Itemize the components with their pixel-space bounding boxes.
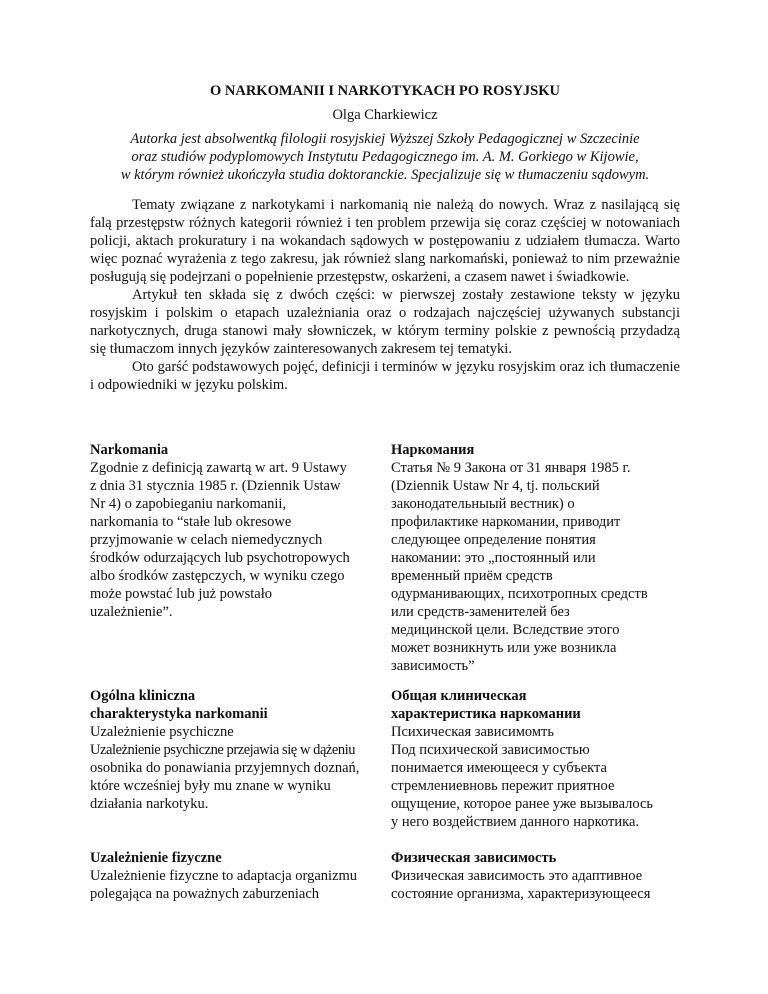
text-line: Физическая зависимость это адаптивное — [391, 868, 643, 884]
document-page — [90, 82, 680, 902]
text-line: или средств-заменителей без — [391, 604, 570, 620]
russian-column — [391, 849, 681, 903]
russian-column — [391, 687, 681, 831]
section-heading-ru: Наркомания — [391, 442, 475, 458]
text-line: временный приём средств — [391, 568, 553, 584]
text-line: Zgodnie z definicją zawartą w art. 9 Ustawy — [90, 460, 347, 476]
text-line: uzależnienie”. — [90, 604, 173, 620]
author-name: Olga Charkiewicz — [332, 107, 438, 123]
text-line: (Dziennik Ustaw Nr 4, tj. польский — [391, 478, 600, 494]
article-title: O NARKOMANII I NARKOTYKACH PO ROSYJSKU — [209, 83, 561, 99]
text-line: ощущение, которое ранее уже вызывалось — [391, 796, 654, 812]
section-heading-ru: Общая клиническая — [391, 688, 527, 704]
text-line: albo środków zastępczych, w wyniku czego — [90, 568, 345, 584]
section-heading-pl: Ogólna kliniczna — [90, 688, 196, 704]
text-line: które wcześniej były mu znane w wyniku — [90, 778, 331, 794]
text-line: Uzależnienie psychiczne przejawia się w dążeniu — [90, 742, 356, 758]
intro-paragraph: Artykuł ten składa się z dwóch części: w pierwszej zostały zestawione teksty w języku rosyjskim i polskim o etapach uzależniania oraz o rodzajach najczęściej używanych substancji narkotycznych, druga stanowi mały słowniczek, w którym terminy polskie z pewnością przydadzą się tłumaczom innych języków zainteresowanych zakresem tej tematyki. — [90, 287, 680, 357]
text-line: polegająca na poważnych zaburzeniach — [90, 886, 320, 902]
text-line: Nr 4) o zapobieganiu narkomanii, — [90, 496, 287, 512]
text-line: Uzależnienie fizyczne to adaptacja organizmu — [90, 868, 358, 884]
text-line: Психическая зависимомть — [391, 724, 554, 740]
section-heading-ru: Физическая зависимость — [391, 850, 557, 866]
section-heading-pl: Uzależnienie fizyczne — [90, 850, 222, 866]
text-line: przyjmowanie w celach niemedycznych — [90, 532, 323, 548]
polish-column — [90, 687, 360, 813]
text-line: законодательныый вестник) о — [391, 496, 575, 512]
text-line: зависимость” — [391, 658, 475, 674]
text-line: Статья № 9 Закона от 31 января 1985 г. — [391, 460, 631, 476]
text-line: медицинской цели. Вследствие этого — [391, 622, 620, 638]
section-heading-ru: характеристика наркомании — [391, 706, 581, 722]
intro-paragraph: Tematy związane z narkotykami i narkomanią nie należą do nowych. Wraz z nasilającą się falą przestępstw różnych kategorii również i ten problem przewija się coraz częściej w notowaniach policji, aktach prokuratury i na wokandach sądowych w postępowaniu z udziałem tłumacza. Warto więc poznać wyrażenia z tego zakresu, jak również slang narkomański, ponieważ to nim przeważnie posługują się podejrzani o popełnienie przestępstw, oskarżeni, a czasem nawet i świadkowie. — [90, 197, 680, 285]
text-line: может возникнуть или уже возникла — [391, 640, 617, 656]
text-line: osobnika do ponawiania przyjemnych doznań, — [90, 760, 360, 776]
text-line: у него воздействием данного наркотика. — [391, 814, 640, 830]
section-heading-pl: Narkomania — [90, 442, 169, 458]
author-bio-line: Autorka jest absolwentką filologii rosyjskiej Wyższej Szkoły Pedagogicznej w Szczecinie — [130, 131, 640, 147]
text-line: może powstać lub już powstało — [90, 586, 273, 602]
text-line: профилактике наркомании, приводит — [391, 514, 621, 530]
text-line: środków odurzających lub psychotropowych — [90, 550, 350, 566]
author-bio-line: w którym również ukończyła studia doktoranckie. Specjalizuje się w tłumaczeniu sądowym. — [120, 167, 650, 183]
russian-column — [391, 441, 681, 675]
text-line: стремлениевновь пережит приятное — [391, 778, 615, 794]
text-line: накомании: это „постоянный или — [391, 550, 596, 566]
text-line: Uzależnienie psychiczne — [90, 724, 234, 740]
text-line: z dnia 31 stycznia 1985 r. (Dziennik Ustaw — [90, 478, 341, 494]
polish-column — [90, 849, 360, 903]
author-bio-line: oraz studiów podyplomowych Instytutu Pedagogicznego im. A. M. Gorkiego w Kijowie, — [131, 149, 639, 165]
text-line: понимается имеющееся у субъекта — [391, 760, 607, 776]
text-line: Под психической зависимостью — [391, 742, 590, 758]
polish-column — [90, 441, 360, 621]
text-line: одурманивающих, психотропных средств — [391, 586, 648, 602]
text-line: состояние организма, характеризующееся — [391, 886, 651, 902]
intro-text — [90, 196, 680, 394]
author-bio — [90, 130, 680, 184]
intro-paragraph: Oto garść podstawowych pojęć, definicji i terminów w języku rosyjskim oraz ich tłumaczenie i odpowiedniki w języku polskim. — [90, 359, 680, 393]
text-line: działania narkotyku. — [90, 796, 209, 812]
text-line: следующее определение понятия — [391, 532, 596, 548]
section-heading-pl: charakterystyka narkomanii — [90, 706, 268, 722]
text-line: narkomania to “stałe lub okresowe — [90, 514, 292, 530]
